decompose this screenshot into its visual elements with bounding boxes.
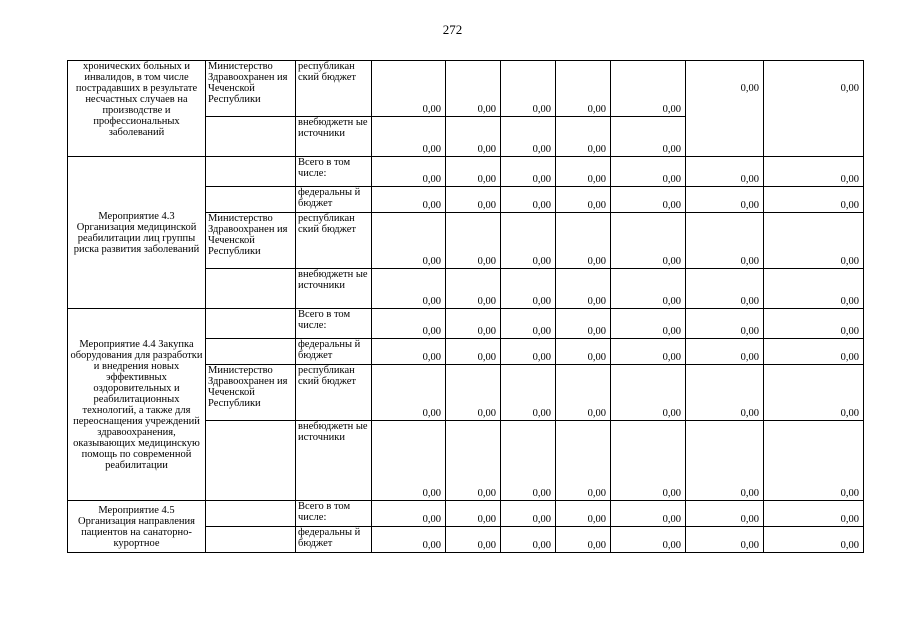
- value-cell: 0,00: [686, 157, 764, 187]
- value-cell: 0,00: [501, 157, 556, 187]
- responsible-cell: [206, 339, 296, 365]
- value-cell: 0,00: [686, 527, 764, 553]
- value-cell: 0,00: [764, 365, 864, 421]
- value-cell: 0,00: [372, 117, 446, 157]
- value-cell: 0,00: [372, 421, 446, 501]
- value-cell: 0,00: [372, 339, 446, 365]
- value-cell: 0,00: [686, 309, 764, 339]
- value-cell: 0,00: [372, 501, 446, 527]
- value-cell: 0,00: [764, 157, 864, 187]
- value-cell: 0,00: [556, 309, 611, 339]
- responsible-cell: [206, 421, 296, 501]
- value-cell: 0,00: [686, 421, 764, 501]
- value-cell: 0,00: [556, 421, 611, 501]
- event-cell: хронических больных и инвалидов, в том числе пострадавших в результате несчастных случаев на производстве и профессиональных заболеваний: [68, 61, 206, 157]
- value-cell: 0,00: [556, 213, 611, 269]
- value-cell: 0,00: [446, 527, 501, 553]
- value-cell: 0,00: [764, 213, 864, 269]
- value-cell: 0,00: [764, 187, 864, 213]
- responsible-cell: [206, 117, 296, 157]
- value-cell: 0,00: [501, 309, 556, 339]
- value-cell: 0,00: [686, 187, 764, 213]
- source-cell: Всего в том числе:: [296, 501, 372, 527]
- budget-table: [67, 60, 864, 553]
- value-cell: 0,00: [611, 117, 686, 157]
- page-number: 272: [442, 22, 463, 37]
- responsible-cell: [206, 269, 296, 309]
- value-cell: 0,00: [446, 365, 501, 421]
- value-cell: 0,00: [611, 187, 686, 213]
- value-cell: 0,00: [446, 339, 501, 365]
- value-cell: 0,00: [611, 61, 686, 117]
- responsible-cell: [206, 157, 296, 187]
- value-cell: 0,00: [611, 339, 686, 365]
- value-cell: 0,00: [446, 501, 501, 527]
- responsible-cell: [206, 501, 296, 527]
- table-row: [68, 157, 864, 187]
- value-cell: 0,00: [611, 501, 686, 527]
- value-cell: 0,00: [611, 421, 686, 501]
- value-cell: 0,00: [556, 339, 611, 365]
- value-cell: 0,00: [501, 527, 556, 553]
- responsible-cell: [206, 527, 296, 553]
- value-cell: 0,00: [686, 61, 764, 157]
- source-cell: внебюджетн ые источники: [296, 117, 372, 157]
- value-cell: 0,00: [501, 61, 556, 117]
- value-cell: 0,00: [556, 61, 611, 117]
- source-cell: внебюджетн ые источники: [296, 421, 372, 501]
- value-cell: 0,00: [611, 269, 686, 309]
- value-cell: 0,00: [611, 527, 686, 553]
- responsible-cell: Министерство Здравоохранен ия Чеченской Республики: [206, 213, 296, 269]
- value-cell: 0,00: [446, 309, 501, 339]
- value-cell: 0,00: [556, 365, 611, 421]
- source-cell: федеральны й бюджет: [296, 339, 372, 365]
- source-cell: федеральны й бюджет: [296, 187, 372, 213]
- value-cell: 0,00: [764, 309, 864, 339]
- value-cell: 0,00: [446, 269, 501, 309]
- value-cell: 0,00: [372, 309, 446, 339]
- table-row: [68, 309, 864, 339]
- event-cell: Мероприятие 4.3 Организация медицинской реабилитации лиц группы риска развития заболеваний: [68, 157, 206, 309]
- value-cell: 0,00: [764, 339, 864, 365]
- value-cell: 0,00: [501, 501, 556, 527]
- value-cell: 0,00: [686, 501, 764, 527]
- event-cell: Мероприятие 4.4 Закупка оборудования для разработки и внедрения новых эффективных оздоровительных и реабилитационных технологий, а также для переоснащения учреждений здравоохранения, оказывающих медицинскую помощь по современной реабилитации: [68, 309, 206, 501]
- value-cell: 0,00: [556, 269, 611, 309]
- value-cell: 0,00: [446, 117, 501, 157]
- value-cell: 0,00: [556, 187, 611, 213]
- value-cell: 0,00: [556, 527, 611, 553]
- value-cell: 0,00: [686, 339, 764, 365]
- value-cell: 0,00: [446, 61, 501, 117]
- value-cell: 0,00: [764, 269, 864, 309]
- source-cell: внебюджетн ые источники: [296, 269, 372, 309]
- value-cell: 0,00: [446, 213, 501, 269]
- value-cell: 0,00: [556, 117, 611, 157]
- value-cell: 0,00: [446, 157, 501, 187]
- table-row: [68, 501, 864, 527]
- responsible-cell: [206, 309, 296, 339]
- value-cell: 0,00: [372, 187, 446, 213]
- value-cell: 0,00: [764, 501, 864, 527]
- source-cell: республикан ский бюджет: [296, 213, 372, 269]
- source-cell: федеральны й бюджет: [296, 527, 372, 553]
- value-cell: 0,00: [611, 365, 686, 421]
- source-cell: Всего в том числе:: [296, 309, 372, 339]
- responsible-cell: Министерство Здравоохранен ия Чеченской Республики: [206, 365, 296, 421]
- budget-table-body: [68, 61, 864, 553]
- source-cell: республикан ский бюджет: [296, 365, 372, 421]
- value-cell: 0,00: [501, 339, 556, 365]
- value-cell: 0,00: [372, 269, 446, 309]
- value-cell: 0,00: [501, 213, 556, 269]
- value-cell: 0,00: [764, 61, 864, 157]
- value-cell: 0,00: [372, 213, 446, 269]
- value-cell: 0,00: [556, 501, 611, 527]
- value-cell: 0,00: [372, 527, 446, 553]
- value-cell: 0,00: [372, 61, 446, 117]
- value-cell: 0,00: [501, 421, 556, 501]
- responsible-cell: [206, 187, 296, 213]
- event-cell: Мероприятие 4.5 Организация направления пациентов на санаторно-курортное: [68, 501, 206, 553]
- value-cell: 0,00: [501, 365, 556, 421]
- value-cell: 0,00: [372, 365, 446, 421]
- value-cell: 0,00: [501, 187, 556, 213]
- source-cell: Всего в том числе:: [296, 157, 372, 187]
- value-cell: 0,00: [501, 269, 556, 309]
- source-cell: республикан ский бюджет: [296, 61, 372, 117]
- value-cell: 0,00: [764, 527, 864, 553]
- value-cell: 0,00: [764, 421, 864, 501]
- value-cell: 0,00: [686, 213, 764, 269]
- value-cell: 0,00: [446, 421, 501, 501]
- value-cell: 0,00: [501, 117, 556, 157]
- value-cell: 0,00: [556, 157, 611, 187]
- value-cell: 0,00: [686, 269, 764, 309]
- value-cell: 0,00: [446, 187, 501, 213]
- responsible-cell: Министерство Здравоохранен ия Чеченской Республики: [206, 61, 296, 117]
- table-row: [68, 61, 864, 117]
- value-cell: 0,00: [686, 365, 764, 421]
- value-cell: 0,00: [372, 157, 446, 187]
- value-cell: 0,00: [611, 213, 686, 269]
- value-cell: 0,00: [611, 157, 686, 187]
- value-cell: 0,00: [611, 309, 686, 339]
